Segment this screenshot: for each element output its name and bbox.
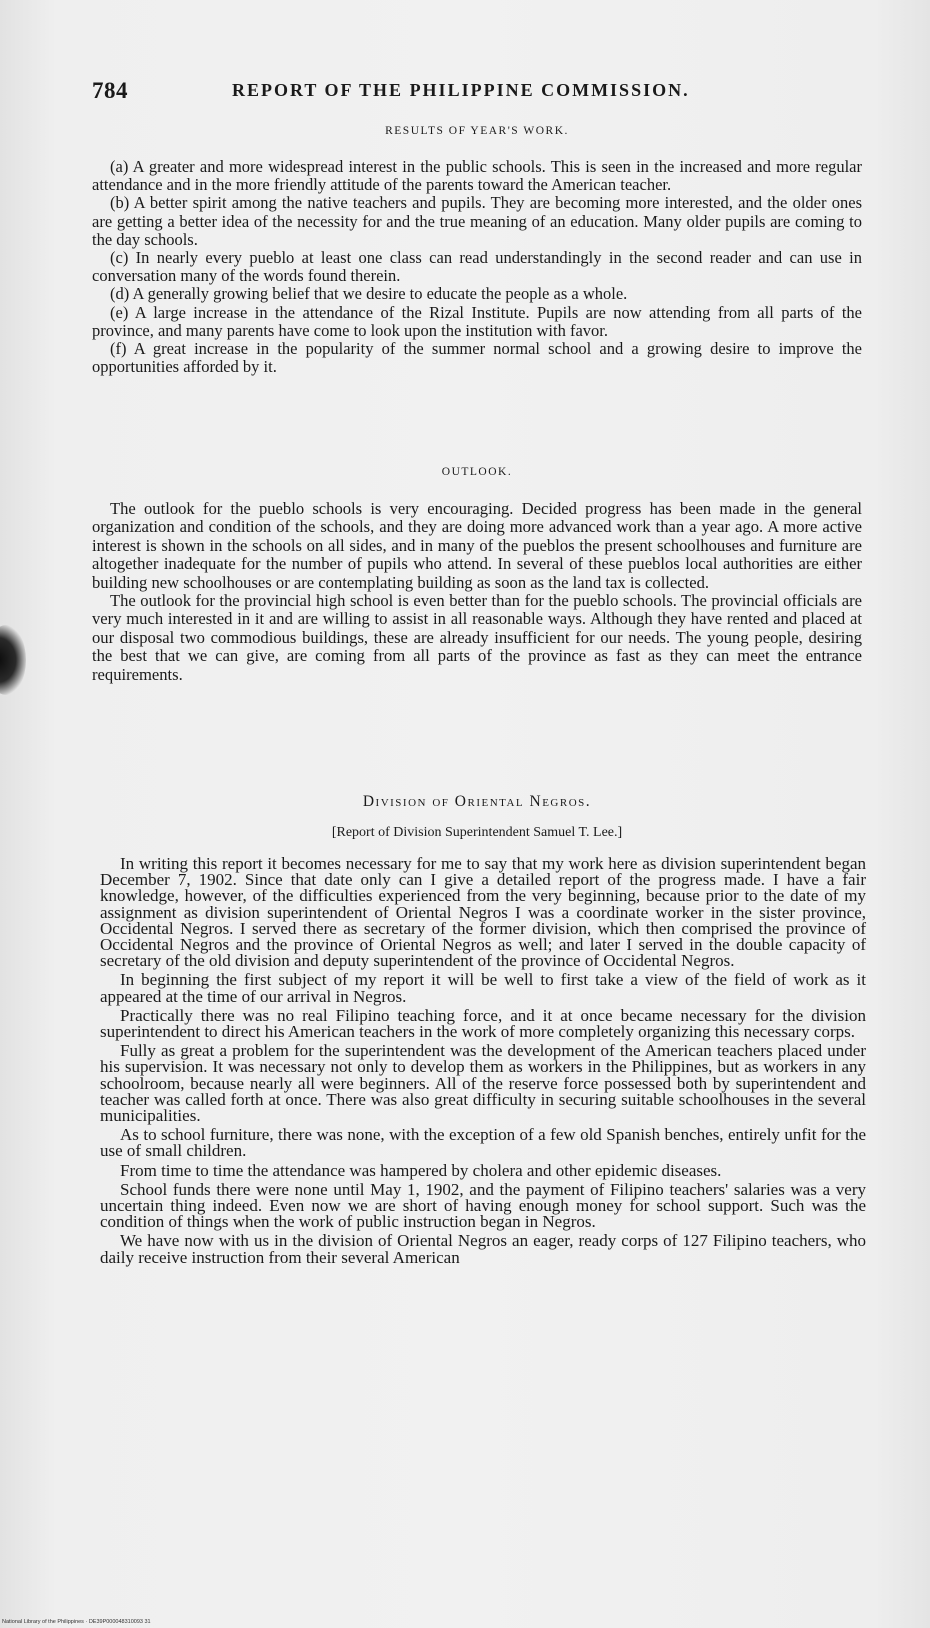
division-paragraph: School funds there were none until May 1, 1902, and the payment of Filipino teachers' salaries was a very uncertain thing indeed. Even now we are short of having enough money for school support. Such was the condition of things when the work of public instruction began in Negros. [100, 1179, 866, 1232]
report-note: [Report of Division Superintendent Samuel T. Lee.] [331, 825, 623, 840]
division-paragraph: We have now with us in the division of Oriental Negros an eager, ready corps of 127 Filipino teachers, who daily receive instruction from their several American [100, 1231, 866, 1267]
division-paragraph: In writing this report it becomes necessary for me to say that my work here as division superintendent began December 7, 1902. Since that date only can I give a detailed report of the progress made. I have a fair knowledge, however, of the difficulties experienced from the very beginning, because prior to the date of my assignment as division superintendent of Oriental Negros I was a coordinate worker in the sister province, Occidental Negros. I served there as secretary of the former division, which then comprised the province of Occidental Negros and the province of Oriental Negros as well; and later I served in the double capacity of secretary of the old division and deputy superintendent of the province of Occidental Negros. [100, 854, 866, 971]
results-item: (a) A greater and more widespread interest in the public schools. This is seen in the increased and more regular attendance and in the more friendly attitude of the parents toward the American teacher. [92, 157, 862, 195]
division-paragraph: As to school furniture, there was none, with the exception of a few old Spanish benches, entirely unfit for the use of small children. [100, 1125, 866, 1161]
division-paragraph: Practically there was no real Filipino teaching force, and it at once became necessary for the division superintendent to direct his American teachers in the work of more completely organizing this necessary corps. [100, 1005, 866, 1042]
division-paragraph: Fully as great a problem for the superintendent was the development of the American teachers placed under his supervision. It was necessary not only to develop them as workers in the Philippines, but as workers in any schoolroom, because nearly all were beginners. All of the reserve force possessed both by superintendent and teacher was called forth at once. There was also great difficulty in securing suitable schoolhouses in the several municipalities. [100, 1041, 866, 1126]
results-list [92, 158, 862, 376]
results-item: (d) A generally growing belief that we desire to educate the people as a whole. [110, 284, 628, 304]
running-head: REPORT OF THE PHILIPPINE COMMISSION. [232, 80, 690, 100]
section-heading-outlook: OUTLOOK. [441, 466, 513, 478]
division-report-text [100, 856, 866, 1269]
section-heading-results: RESULTS OF YEAR'S WORK. [385, 125, 569, 137]
outlook-text [92, 500, 862, 684]
results-item: (c) In nearly every pueblo at least one class can read understandingly in the second reader and can use in conversation many of the words found therein. [92, 248, 862, 286]
results-item: (b) A better spirit among the native teachers and pupils. They are becoming more interested, and the older ones are getting a better idea of the necessity for and the true meaning of an education. Many older pupils are coming to the day schools. [92, 193, 862, 249]
results-item: (f) A great increase in the popularity of the summer normal school and a growing desire to improve the opportunities afforded by it. [92, 339, 862, 377]
outlook-paragraph: The outlook for the provincial high school is even better than for the pueblo schools. The provincial officials are very much interested in it and are willing to assist in all reasonable ways. Although they have rented and placed at our disposal two commodious buildings, these are already insufficient for our needs. The young people, desiring the best that we can give, are coming from all parts of the province as fast as they can meet the entrance requirements. [92, 591, 862, 684]
binding-shadow [0, 625, 26, 695]
division-heading: Division of Oriental Negros. [362, 793, 592, 810]
page-number: 784 [92, 78, 128, 103]
results-item: (e) A large increase in the attendance of the Rizal Institute. Pupils are now attending from all parts of the province, and many parents have come to look upon the institution with favor. [92, 302, 862, 340]
page-header [92, 78, 862, 108]
division-paragraph: In beginning the first subject of my report it will be well to first take a view of the field of work as it appeared at the time of our arrival in Negros. [100, 970, 866, 1006]
division-paragraph: From time to time the attendance was hampered by cholera and other epidemic diseases. [120, 1160, 722, 1180]
outlook-paragraph: The outlook for the pueblo schools is very encouraging. Decided progress has been made in the general organization and condition of the schools, and they are doing more advanced work than a year ago. A more active interest is shown in the schools on all sides, and in many of the pueblos the present schoolhouses and furniture are altogether inadequate for the number of pupils who attend. In several of these pueblos local authorities are either building new schoolhouses or are contemplating building as soon as the land tax is collected. [92, 499, 862, 592]
library-footer: National Library of the Philippines · DE39P000048310093 31 [2, 1619, 151, 1625]
